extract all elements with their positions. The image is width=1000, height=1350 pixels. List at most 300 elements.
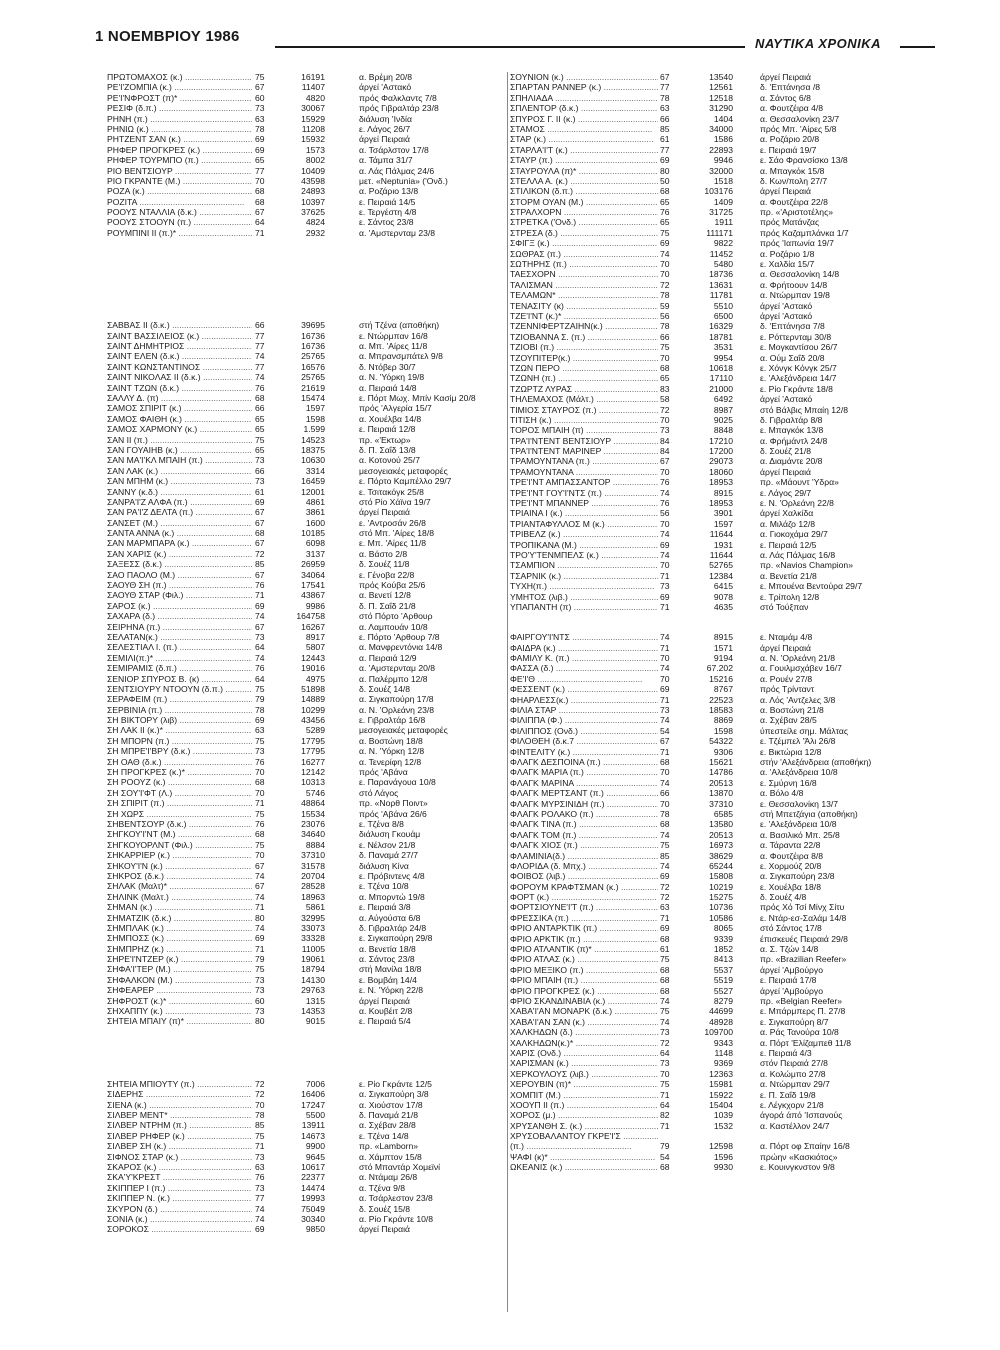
ship-name: ΣΑΝΡΑ'Ι'Ζ ΑΛΦΑ (π.) ..... (107, 497, 252, 507)
position: α. Φρήμάντλ 24/8 (760, 435, 828, 446)
position: ε. Νέλσον 21/8 (359, 839, 416, 850)
build-year: 67 (255, 621, 265, 632)
ship-name: ΣΑΙΝΤ ΝΙΚΟΛΑΣ ΙΙ (δ.κ.) ..... (107, 372, 252, 382)
build-year: 71 (660, 746, 670, 757)
ship-row (107, 487, 507, 497)
ship-row (510, 1058, 910, 1068)
ship-row (510, 923, 910, 933)
ship-name: ΣΑΝ ΜΑ'Ι'ΚΛ ΜΠΑΙΗ (π.) ..... (107, 455, 252, 465)
ship-name: ΦΟΡΟΥΜ ΚΡΑΦΤΣΜΑΝ (κ.) ..... (510, 882, 658, 892)
position: α. Ράς Τανούρα 10/8 (760, 1027, 839, 1038)
tonnage: 14353 (301, 1006, 325, 1017)
ship-name: ΡΗΦΕΡ ΠΡΟΓΚΡΕΣ (κ.) ..... (107, 145, 252, 155)
build-year: 75 (660, 840, 670, 851)
ship-name: ΤΡΙΒΕΛΖ (κ.) ..... (510, 529, 658, 539)
position: α. Ντώρμπαν 29/7 (760, 1079, 830, 1090)
ship-name: ΣΗΓΚΟΥΟΡΛΝΤ (Φιλ.) ..... (107, 840, 252, 850)
build-year: 77 (660, 144, 670, 155)
tonnage: 33073 (301, 922, 325, 933)
build-year: 65 (660, 196, 670, 207)
tonnage: 15404 (709, 1099, 733, 1110)
ship-row (510, 632, 910, 642)
ship-row (107, 933, 507, 943)
tonnage: 5807 (305, 642, 325, 653)
ship-name: ΤΣΑΜΠΙΟΝ ..... (510, 560, 658, 570)
build-year: 75 (255, 72, 265, 82)
tonnage: 20704 (301, 870, 325, 881)
ship-row (510, 840, 910, 850)
ship-name: ΣΑΙΝΤ ΚΩΝΣΤΑΝΤΙΝΟΣ ..... (107, 362, 252, 372)
position: μετ. «Neptunia» ('Ονδ.) (359, 175, 448, 186)
ship-name: ΣΦΙΓΞ (κ.) ..... (510, 238, 658, 248)
build-year: 67 (255, 860, 265, 871)
ship-name: ΣΟΥΝΙΟΝ (κ.) ..... (510, 72, 658, 82)
build-year: 65 (255, 155, 265, 166)
ship-row (510, 467, 910, 477)
build-year: 69 (660, 871, 670, 882)
build-year: 77 (255, 165, 265, 176)
tonnage: 18953 (709, 498, 733, 509)
ship-row (510, 353, 910, 363)
ship-name: ΣΚΥΡΟΝ (δ.) ..... (107, 1204, 252, 1214)
ship-name: ΣΑΝ ΙΙ (π.) ..... (107, 435, 252, 445)
ship-row (107, 985, 507, 995)
tonnage: 48928 (709, 1016, 733, 1027)
build-year: 76 (255, 819, 265, 829)
ship-row (510, 394, 910, 404)
position: α. Τσάρλεστον 23/8 (359, 1193, 433, 1204)
build-year: 85 (255, 559, 265, 570)
ship-row (107, 1131, 507, 1141)
ship-name: ΦΙΛΙΠΠΑ (Φ.) ..... (510, 715, 658, 725)
tonnage: 52765 (709, 560, 733, 571)
position: άργεί 'Αμβούργο (760, 985, 823, 996)
ship-name: ΦΟΡΤΣΙΟΥΝΕ'Ι'Τ (π.) ..... (510, 902, 658, 912)
build-year: 72 (660, 1037, 670, 1048)
tonnage: 17200 (709, 446, 733, 457)
ship-name: ΣΗΜΠΛΑΚ (κ.) ..... (107, 923, 252, 933)
tonnage: 4975 (305, 673, 325, 684)
ship-row (107, 642, 507, 652)
ship-row (510, 114, 910, 124)
position: μεσογειακές μεταφορές (359, 465, 448, 476)
ship-name: ΣΠΛΕΝΤΟΡ (δ.κ.) ..... (510, 103, 658, 113)
build-year: 73 (255, 985, 265, 996)
ship-name: ΣΑΝ ΜΑΡΜΠΑΡΑ (κ.) ..... (107, 538, 252, 548)
ship-row (510, 301, 910, 311)
ship-name: ΧΕΡΚΟΥΛΟΥΣ (λιβ.) ..... (510, 1069, 658, 1079)
tonnage: 11208 (301, 123, 325, 134)
ship-name: ΦΡΙΟ ΑΝΤΑΡΚΤΙΚ (π.) ..... (510, 923, 658, 933)
ship-row (510, 1131, 910, 1141)
position: α. Φουτζέιρα 22/8 (760, 196, 828, 207)
tonnage: 25765 (301, 372, 325, 383)
tonnage: 10736 (709, 902, 733, 913)
position: ε. 'Αλεξάνδρεια 10/8 (760, 819, 837, 830)
ship-row (510, 581, 910, 591)
tonnage: 5746 (305, 787, 325, 798)
ship-row (510, 1141, 910, 1151)
position: ε. Γιβραλτάρ 16/8 (359, 715, 426, 726)
ship-row (510, 363, 910, 373)
ship-row (510, 705, 910, 715)
position: ε. Σμύρνη 16/8 (760, 777, 817, 788)
ship-row (107, 114, 507, 124)
tonnage: 103176 (704, 186, 733, 197)
tonnage: 54322 (709, 736, 733, 747)
tonnage: 3137 (305, 548, 325, 559)
ship-row (510, 1079, 910, 1089)
position: πρός 'Αβάνα 26/6 (359, 808, 427, 819)
ship-row (510, 280, 910, 290)
tonnage: 10185 (301, 528, 325, 539)
ship-row (107, 923, 507, 933)
build-year: 68 (255, 829, 265, 840)
position: α. Ούμ Σαΐδ 20/8 (760, 352, 825, 363)
tonnage: 5480 (713, 259, 733, 270)
header-rule-end (900, 46, 935, 48)
tonnage: 14673 (301, 1130, 325, 1141)
build-year: 68 (255, 528, 265, 539)
tonnage: 9850 (305, 1224, 325, 1235)
build-year: 73 (660, 1027, 670, 1038)
build-year: 63 (255, 725, 265, 736)
ship-row (107, 829, 507, 839)
build-year: 75 (255, 839, 265, 850)
position: α. Ντάμαμ 26/8 (359, 1172, 418, 1183)
position: ε. Τζένα 10/8 (359, 881, 409, 892)
build-year: 74 (660, 715, 670, 726)
tonnage: 14523 (301, 434, 325, 445)
position: στό Ρίο Χάϊνα 19/7 (359, 496, 431, 507)
build-year: 80 (255, 912, 265, 923)
position: ε. Σιγκαπούρη 29/8 (359, 933, 433, 944)
build-year: 74 (660, 549, 670, 560)
ship-row (107, 1110, 507, 1120)
ship-name: ΨΑΦΙ (κ)* ..... (510, 1152, 658, 1162)
position: α. Λάς Πάλμας 16/8 (760, 549, 836, 560)
position: πρός Μπ. 'Αίρες 5/8 (760, 123, 837, 134)
position: δ. Π. Σαΐδ 13/8 (359, 444, 416, 455)
position: άργεί Πειραιά (359, 134, 410, 145)
tonnage: 16406 (301, 1089, 325, 1100)
position: α. Ροζάριο 20/8 (760, 134, 820, 145)
ship-name: ΣΗΜΑΤΖΙΚ (δ.κ.) ..... (107, 913, 252, 923)
ship-row (107, 320, 507, 330)
position: άργεί Πειραιά (760, 642, 811, 653)
ship-name: ΧΑΛΚΗΔΩΝ(κ.)* ..... (510, 1038, 658, 1048)
tonnage: 9900 (305, 1141, 325, 1152)
ship-row (510, 155, 910, 165)
ship-row (107, 944, 507, 954)
ship-name: ΣΤΑΜΟΣ ..... (510, 124, 658, 134)
position: α. Φρήτοουν 14/8 (760, 279, 828, 290)
build-year: 84 (660, 435, 670, 446)
ship-row (510, 892, 910, 902)
tonnage: 1573 (305, 144, 325, 155)
tonnage: 14889 (301, 694, 325, 705)
tonnage: 13911 (301, 1120, 325, 1131)
build-year: 80 (255, 1016, 265, 1027)
ship-name: ΤΡΟ'Υ'ΤΕΝΜΠΕΛΣ (κ.) ..... (510, 550, 658, 560)
build-year: 71 (660, 1089, 670, 1100)
position: α. Μπ. 'Αίρες 11/8 (359, 341, 428, 352)
ship-name: ΣΙΕΝΑ (κ.) ..... (107, 1100, 252, 1110)
ship-name: ΤΥΧΗ(π.) ..... (510, 581, 658, 591)
ship-row (510, 788, 910, 798)
tonnage: 10630 (301, 455, 325, 466)
tonnage: 13580 (709, 819, 733, 830)
ship-row (107, 1204, 507, 1214)
tonnage: 9822 (713, 238, 733, 249)
position: α. Ν. 'Υόρκη 12/8 (359, 746, 425, 757)
build-year: 73 (255, 1006, 265, 1017)
ship-row (107, 124, 507, 134)
build-year: 71 (255, 902, 265, 913)
ship-row (510, 674, 910, 684)
tonnage: 12443 (301, 652, 325, 663)
position: ε. Ρίο Γκράντε 18/8 (760, 383, 833, 394)
position: α. Φουτζέιρα 8/8 (760, 850, 824, 861)
tonnage: 1586 (713, 134, 733, 145)
position: ε. Πειραιά 4/3 (760, 1047, 812, 1058)
build-year: 70 (660, 518, 670, 529)
tonnage: 12142 (301, 767, 325, 778)
ship-name: ΤΖΙΟΒΑΝΝΑ Σ. (π.) ..... (510, 332, 658, 342)
tonnage: 17110 (709, 373, 733, 384)
position: στό Μπαντάρ Χομεϊνί (359, 1161, 441, 1172)
ship-name: ΦΡΙΟ ΑΤΛΑΝΤΙΚ (π)* ..... (510, 944, 658, 954)
position: ε. Λέγκχορν 21/8 (760, 1099, 824, 1110)
position: α. Κουβέιτ 2/8 (359, 1006, 413, 1017)
build-year: 71 (660, 694, 670, 705)
build-year: 75 (255, 964, 265, 975)
ship-row (510, 238, 910, 248)
ship-name: ΦΟΡΤ (κ.) ..... (510, 892, 658, 902)
tonnage: 1518 (713, 175, 733, 186)
ship-name: ΣΤΑΥΡ (π.) ..... (510, 155, 658, 165)
tonnage: 13631 (709, 279, 733, 290)
build-year: 54 (660, 725, 670, 736)
position: δ. Ντόβερ 30/7 (359, 361, 416, 372)
tonnage: 16267 (301, 621, 325, 632)
build-year: 50 (660, 175, 670, 186)
build-year: 76 (255, 756, 265, 767)
build-year: 70 (660, 414, 670, 425)
ship-name: ΦΙΝΤΕΛΙΤΥ (κ.) ..... (510, 747, 658, 757)
tonnage: 1598 (305, 413, 325, 424)
group-separator (107, 238, 507, 320)
build-year: 73 (660, 581, 670, 592)
tonnage: 11452 (709, 248, 733, 259)
ship-row (107, 674, 507, 684)
tonnage: 25765 (301, 351, 325, 362)
ship-name: ΣΙΛΒΕΡ ΡΗΦΕΡ (κ.) ..... (107, 1131, 252, 1141)
tonnage: 32995 (301, 912, 325, 923)
ship-name: ΣΗ ΟΑΘ (δ.κ.) ..... (107, 757, 252, 767)
ship-name: ΣΤΕΛΛΑ Α. (κ.) ..... (510, 176, 658, 186)
ship-name: ΣΗΤΕΙΑ ΜΠΙΟΥΤΥ (π.) ..... (107, 1079, 252, 1089)
tonnage: 18781 (709, 331, 733, 342)
position: στό Λάγος (359, 787, 399, 798)
position: α. Σχέβαν 28/8 (359, 1120, 416, 1131)
tonnage: 19016 (301, 663, 325, 674)
tonnage: 5289 (305, 725, 325, 736)
position: άγορά άπό 'Ισπανούς (760, 1110, 843, 1121)
build-year: 66 (660, 788, 670, 799)
position: ε. Μπουένα Βεντούρα 29/7 (760, 581, 863, 592)
ship-name: ΣΗ ΜΠΟΡΝ (π.) ..... (107, 736, 252, 746)
ship-name: ΣΑΜΟΣ ΣΠΙΡΙΤ (κ.) ..... (107, 403, 252, 413)
build-year: 61 (255, 486, 265, 497)
build-year: 68 (660, 362, 670, 373)
tonnage: 51898 (301, 683, 325, 694)
position: α. Πειραιά 12/9 (359, 652, 417, 663)
ship-group (107, 1079, 507, 1235)
tonnage: 8279 (713, 995, 733, 1006)
ship-name: ΣΗΚΟΥ'Ι'Ν (κ.) ..... (107, 861, 252, 871)
position: α. Χουέλβα 14/8 (359, 413, 422, 424)
tonnage: 111171 (706, 227, 733, 238)
position: α. 'Αλεξάνδρεια 10/8 (760, 767, 838, 778)
ship-row (107, 1172, 507, 1182)
tonnage: 8413 (713, 954, 733, 965)
ship-name: ΤΟΡΟΣ ΜΠΑΙΗ (π) ..... (510, 425, 658, 435)
position: πρ. «Belgian Reefer» (760, 995, 843, 1006)
ship-name: ΤΡΑ'Ι'ΝΤΕΝΤ ΒΕΝΤΣΙΟΥΡ ..... (510, 436, 658, 446)
build-year: 69 (660, 539, 670, 550)
issue-date: 1 ΝΟΕΜΒΡΙΟΥ 1986 (95, 28, 240, 45)
ship-name: ΣΩΤΗΡΗΣ (π.) ..... (510, 259, 658, 269)
ship-name: ΣΙΛΒΕΡ ΝΤΡΗΜ (π.) ..... (107, 1120, 252, 1130)
build-year: 71 (255, 798, 265, 809)
tonnage: 8767 (713, 684, 733, 695)
tonnage: 1409 (713, 196, 733, 207)
tonnage: 16329 (709, 321, 733, 332)
build-year: 78 (660, 290, 670, 301)
ship-row (510, 996, 910, 1006)
ship-row (510, 498, 910, 508)
position: δ. 'Επτάνησα 7/8 (760, 321, 825, 332)
ship-name: ΣΑΝ ΡΑ'Ι'Ζ ΔΕΛΤΑ (π.) ..... (107, 507, 252, 517)
position: α. 'Αμστερνταμ 23/8 (359, 227, 436, 238)
ship-name: ΣΟΡΟΚΟΣ ..... (107, 1224, 252, 1234)
ship-row (510, 373, 910, 383)
ship-row (107, 331, 507, 341)
tonnage: 4820 (305, 92, 325, 103)
position: στήν 'Αλεξάνδρεια (αποθήκη) (760, 757, 872, 767)
tonnage: 9015 (305, 1016, 325, 1027)
tonnage: 5500 (305, 1109, 325, 1120)
build-year: 63 (660, 902, 670, 913)
position: ε. Μογκαντίσου 26/7 (760, 342, 838, 353)
position: ε. Ν. 'Ορλεάνη 22/8 (760, 498, 834, 509)
ship-row (510, 747, 910, 757)
tonnage: 1597 (713, 518, 733, 529)
position: δ. Κων/πολη 27/7 (760, 175, 828, 186)
build-year: 74 (660, 487, 670, 498)
ship-name: ΦΛΑΓΚ ΤΙΝΑ (π.) ..... (510, 819, 658, 829)
position: α. Βοστώνη 21/8 (760, 705, 824, 716)
tonnage: 21000 (709, 383, 733, 394)
build-year: 67 (255, 538, 265, 549)
ship-row (510, 602, 910, 612)
position: στή Μανίλα 18/8 (359, 964, 422, 975)
position: άργεί 'Αμβούργο (760, 964, 823, 975)
ship-name: ΣΑΙΝΤ ΔΗΜΗΤΡΙΟΣ ..... (107, 341, 252, 351)
build-year: 68 (255, 186, 265, 197)
ship-row (107, 207, 507, 217)
tonnage: 1911 (714, 217, 733, 228)
ship-name: ΦΛΑΜΙΝΙΑ(δ.) ..... (510, 851, 658, 861)
ship-name: ΣΕΙΡΗΝΑ (π.) ..... (107, 622, 252, 632)
tonnage: 21619 (301, 382, 325, 393)
build-year: 77 (255, 361, 265, 372)
tonnage: 8987 (713, 404, 733, 415)
tonnage: 6585 (713, 808, 733, 819)
ship-row (510, 1048, 910, 1058)
build-year: 66 (255, 403, 265, 414)
ship-name: ΤΖΕΝΝΙΦΕΡΤΖΑΙΗΝ(κ.) ..... (510, 321, 658, 331)
build-year: 74 (255, 372, 265, 383)
tonnage: 4861 (305, 496, 325, 507)
tonnage: 8869 (713, 715, 733, 726)
ship-row (510, 436, 910, 446)
tonnage: 16191 (301, 72, 325, 82)
position: στό Τούξπαν (760, 601, 809, 612)
ship-name: ΣΑΟ ΠΑΟΛΟ (Μ.) ..... (107, 570, 252, 580)
build-year: 63 (255, 113, 265, 124)
position: ε. Τζέμπελ 'Άλι 26/8 (760, 736, 836, 747)
position: α. Χάμπτον 15/8 (359, 1151, 422, 1162)
build-year: 77 (255, 1193, 265, 1204)
ship-name: ΣΑΟΥΘ ΣΗ (π.) ..... (107, 580, 252, 590)
ship-name: ΣΑΞΕΣΣ (δ.κ.) ..... (107, 559, 252, 569)
tonnage: 5537 (713, 964, 733, 975)
ship-row (510, 809, 910, 819)
build-year: 71 (255, 1141, 265, 1152)
tonnage: 12598 (709, 1141, 733, 1152)
tonnage: 9946 (713, 155, 733, 166)
build-year: 70 (255, 175, 265, 186)
ship-row (107, 1152, 507, 1162)
build-year: 65 (255, 413, 265, 424)
build-year: 67 (255, 569, 265, 580)
tonnage: 2932 (305, 227, 325, 238)
tonnage: 11005 (301, 943, 325, 954)
ship-row (510, 488, 910, 498)
build-year: 75 (255, 434, 265, 445)
ship-row (107, 403, 507, 413)
page-header (95, 28, 940, 58)
ship-row (510, 778, 910, 788)
ship-row (107, 383, 507, 393)
tonnage: 31578 (301, 860, 325, 871)
tonnage: 15932 (301, 134, 325, 145)
build-year: 64 (660, 1047, 670, 1058)
tonnage: 33328 (301, 933, 325, 944)
tonnage: 164758 (296, 611, 325, 622)
ship-name: ΥΠΑΠΑΝΤΗ (π) ..... (510, 602, 658, 612)
tonnage: 15929 (301, 113, 325, 124)
build-year: 71 (255, 590, 265, 601)
tonnage: 15922 (709, 1089, 733, 1100)
tonnage: 9339 (713, 933, 733, 944)
ship-row (510, 384, 910, 394)
position: α. Τάμπα 31/7 (359, 155, 413, 166)
build-year: 76 (660, 477, 670, 488)
position: πρ. «Μάουντ 'Υδρα» (760, 477, 839, 488)
